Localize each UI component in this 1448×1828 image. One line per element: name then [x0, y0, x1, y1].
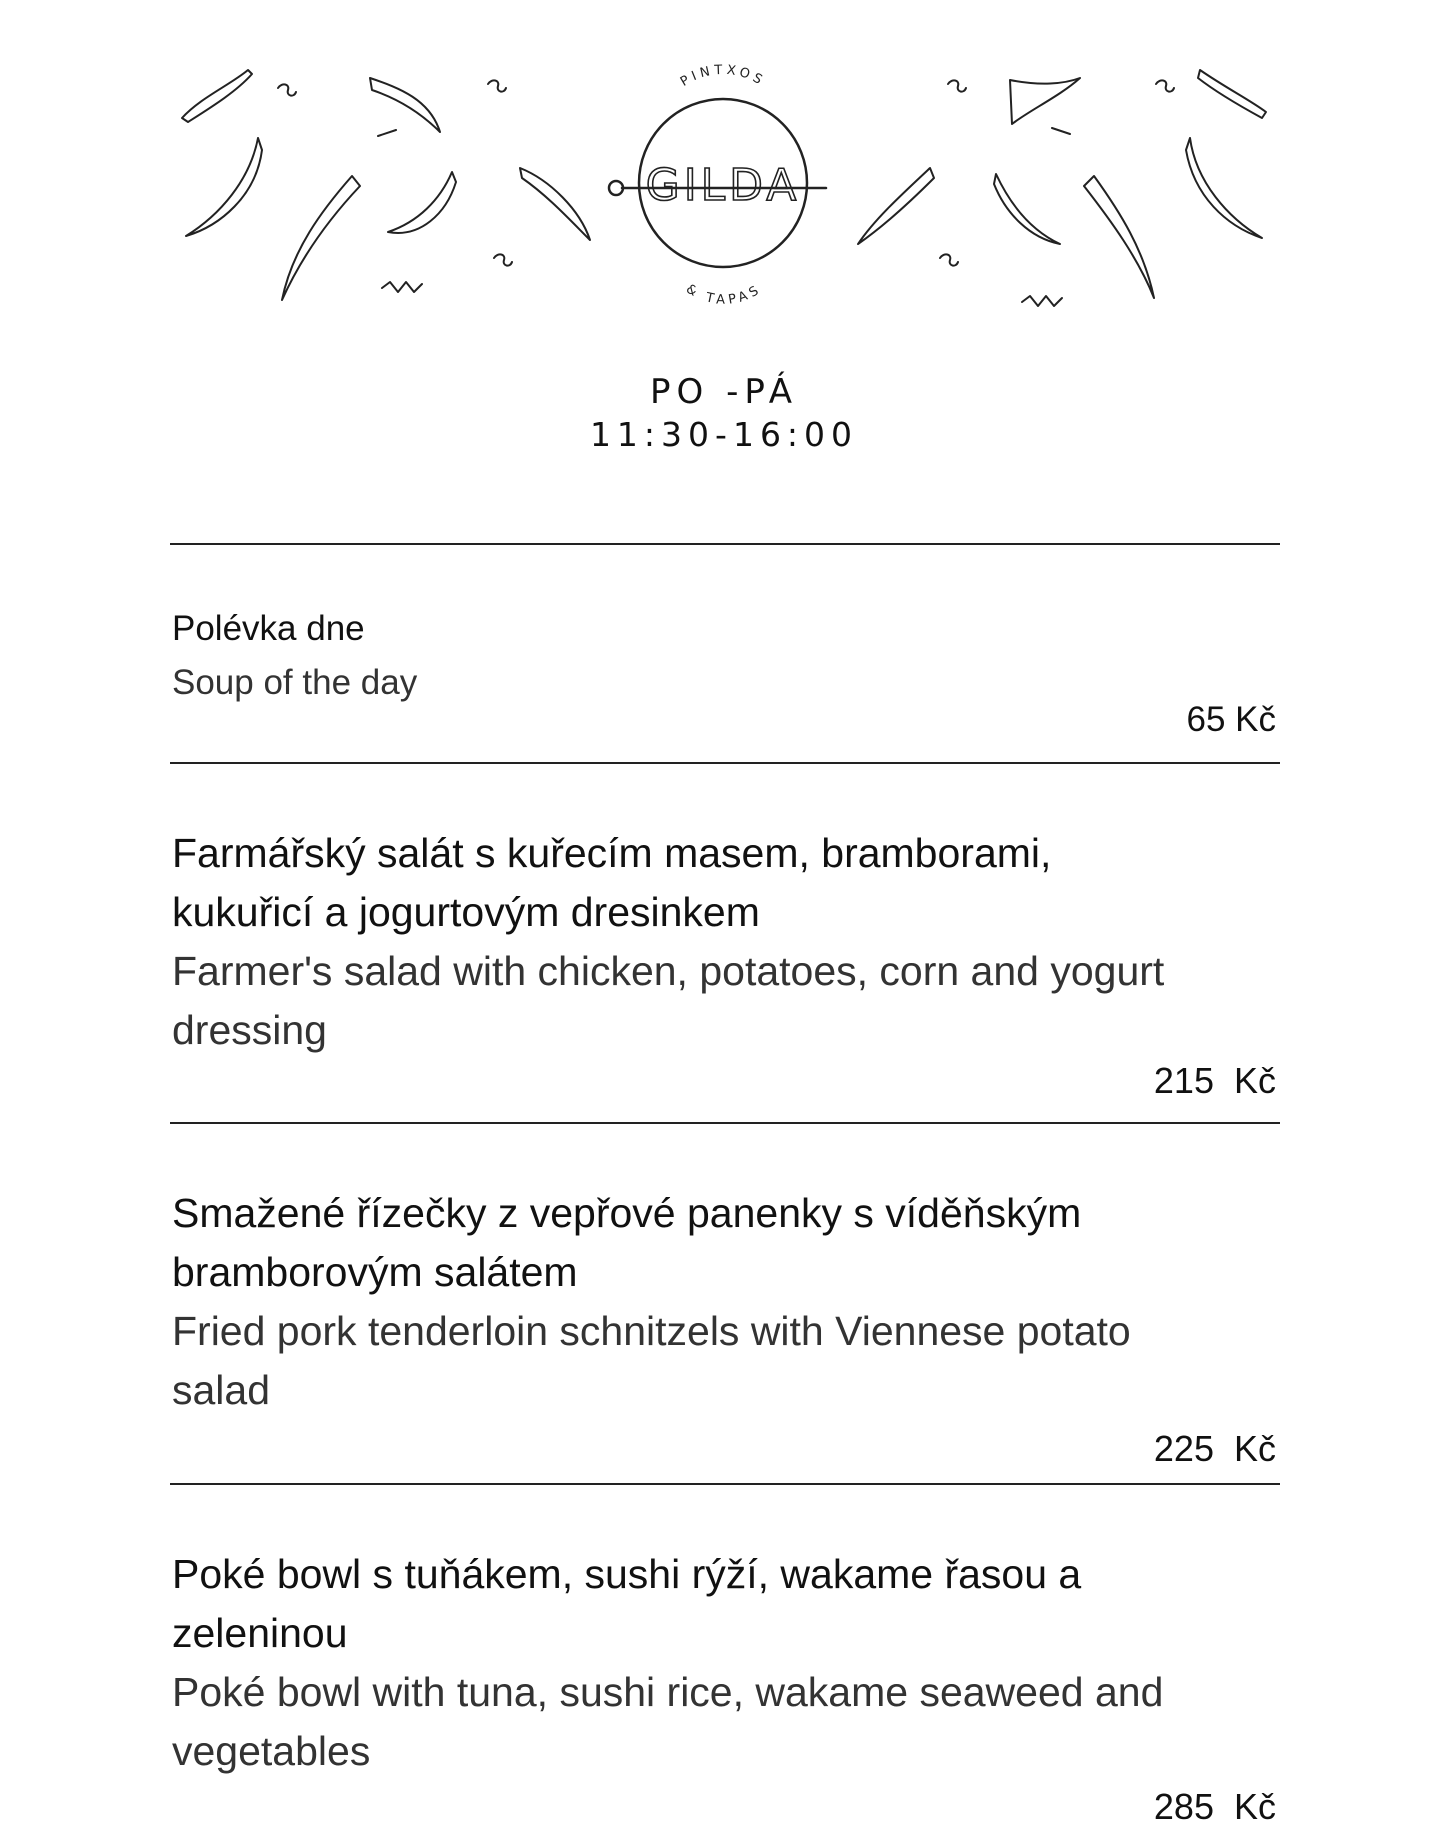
- item-name-en: Poké bowl with tuna, sushi rice, wakame seaweed and vegetables: [172, 1669, 1164, 1775]
- chili-pepper-icon: [994, 174, 1060, 244]
- chili-pepper-icon: [282, 176, 360, 300]
- item-price: 225 Kč: [1153, 1428, 1276, 1469]
- chili-pepper-icon: [186, 138, 262, 236]
- logo-bottom-text: & TAPAS: [683, 281, 765, 308]
- item-price: 215 Kč: [1153, 1060, 1276, 1101]
- divider: [170, 543, 1280, 545]
- squiggle-icon: [382, 282, 422, 292]
- item-price: 285 Kč: [1153, 1786, 1276, 1827]
- divider: [170, 762, 1280, 764]
- logo-top-text: PINTXOS: [677, 62, 769, 90]
- chili-pepper-icon: [1084, 176, 1154, 298]
- menu-item: [172, 824, 1282, 1060]
- dash-icon: [378, 130, 396, 136]
- item-name-en: Fried pork tenderloin schnitzels with Viennese potato salad: [172, 1308, 1131, 1414]
- swirl-icon: [488, 80, 506, 91]
- item-name-en: Soup of the day: [172, 663, 418, 703]
- chili-pepper-icon: [858, 168, 934, 244]
- chili-pepper-icon: [388, 172, 456, 233]
- item-name-cz: Smažené řízečky z vepřové panenky s víděňským bramborovým salátem: [172, 1190, 1082, 1296]
- svg-text:& TAPAS: [683, 282, 765, 308]
- opening-hours: 11:30-16:00: [589, 415, 859, 454]
- menu-item: [172, 1184, 1282, 1420]
- header-banner: [0, 0, 1448, 330]
- fish-icon: [1198, 70, 1266, 118]
- item-name-en: Farmer's salad with chicken, potatoes, corn and yogurt dressing: [172, 948, 1165, 1054]
- menu-item: [172, 602, 1282, 711]
- swirl-icon: [278, 84, 296, 95]
- divider: [170, 1483, 1280, 1485]
- swirl-icon: [494, 254, 512, 265]
- divider: [170, 1122, 1280, 1124]
- menu-item: [172, 1545, 1282, 1781]
- dash-icon: [1052, 128, 1070, 134]
- fish-icon: [182, 70, 252, 122]
- svg-text:PINTXOS: [678, 63, 768, 90]
- swirl-icon: [1156, 80, 1174, 91]
- fish-icon: [370, 78, 440, 132]
- item-price: 65 Kč: [1186, 700, 1276, 739]
- logo-wordmark: GILDA: [645, 160, 801, 211]
- item-name-cz: Polévka dne: [172, 609, 365, 648]
- opening-days: PO -PÁ: [650, 372, 798, 412]
- swirl-icon: [940, 254, 958, 265]
- chili-pepper-icon: [1186, 138, 1262, 238]
- item-name-cz: Poké bowl s tuňákem, sushi rýží, wakame řasou a zeleninou: [172, 1551, 1082, 1657]
- item-name-cz: Farmářský salát s kuřecím masem, bramborami, kukuřicí a jogurtovým dresinkem: [172, 830, 1052, 936]
- decorative-illustration: [0, 0, 1448, 330]
- fish-icon: [1010, 78, 1080, 124]
- squiggle-icon: [1022, 296, 1062, 306]
- fish-icon: [520, 168, 590, 240]
- swirl-icon: [948, 80, 966, 91]
